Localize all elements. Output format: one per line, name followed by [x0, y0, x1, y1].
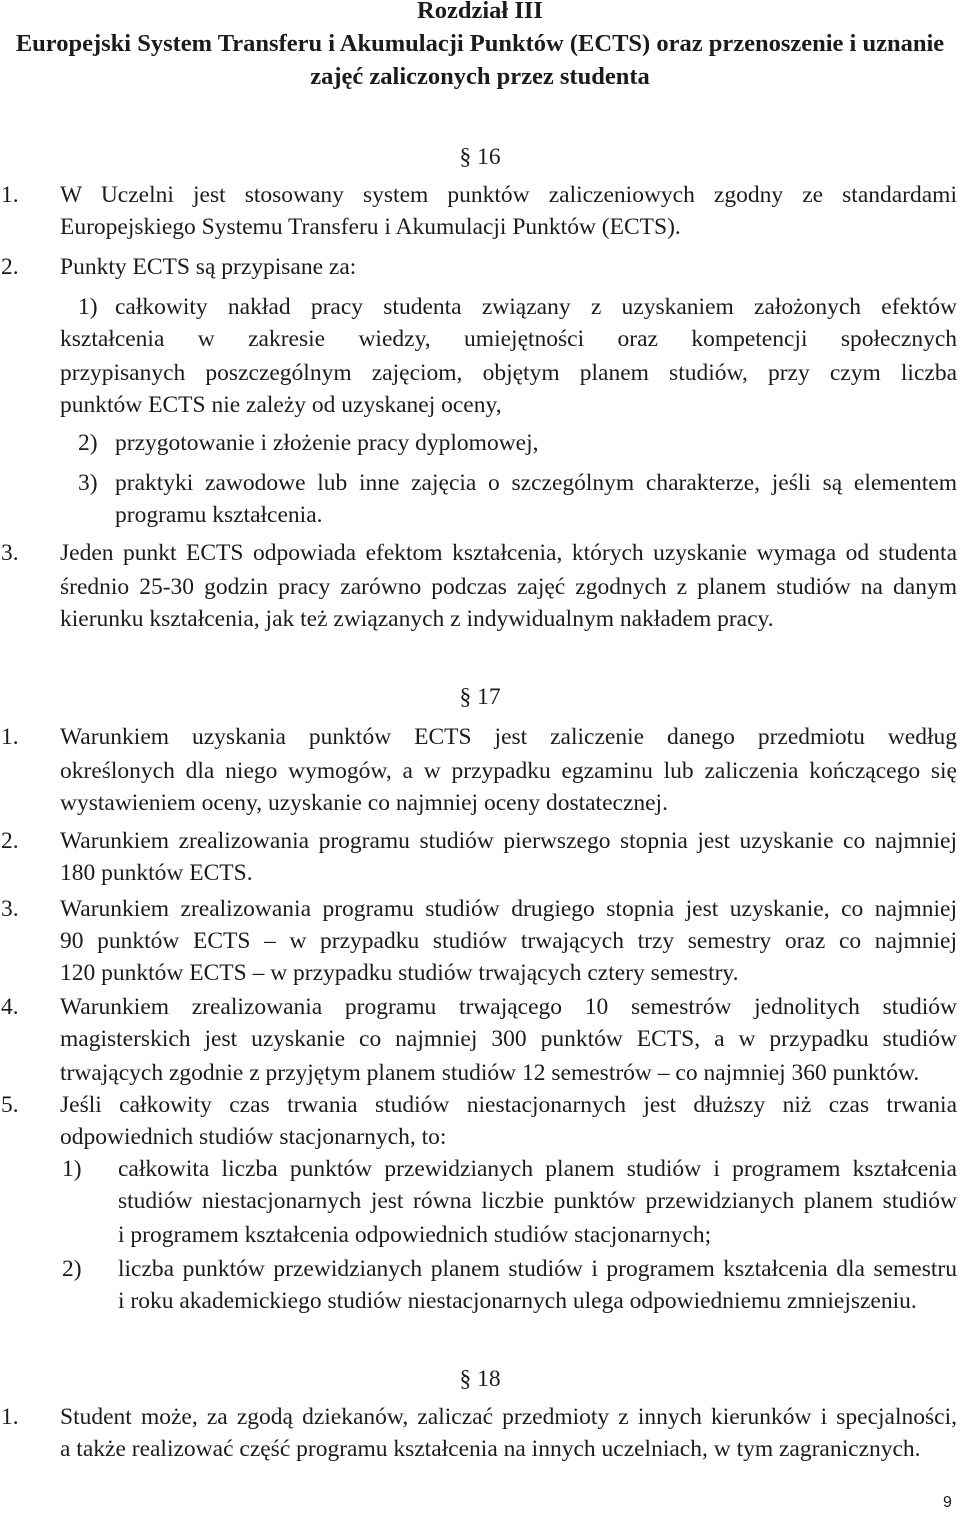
section-heading: § 16 — [459, 144, 501, 170]
point-number: 1) — [78, 294, 98, 320]
paragraph-line: Jeden punkt ECTS odpowiada efektom kształcenia, których uzyskanie wymaga od studenta — [60, 540, 957, 566]
paragraph-line: Jeśli całkowity czas trwania studiów niestacjonarnych jest dłuższy niż czas trwania — [60, 1092, 957, 1118]
page-number: 9 — [943, 1494, 952, 1511]
paragraph-line: Warunkiem uzyskania punktów ECTS jest zaliczenie danego przedmiotu według — [60, 724, 957, 750]
paragraph-number: 1. — [1, 724, 19, 750]
point-number: 2) — [78, 430, 98, 456]
point-line: całkowita liczba punktów przewidzianych planem studiów i programem kształcenia — [118, 1156, 957, 1182]
point-number: 2) — [62, 1256, 82, 1282]
point-line: programu kształcenia. — [115, 502, 323, 528]
point-line: i programem kształcenia odpowiednich studiów stacjonarnych; — [118, 1222, 712, 1248]
point-line: kształcenia w zakresie wiedzy, umiejętności oraz kompetencji społecznych — [60, 326, 957, 352]
paragraph-line: odpowiednich studiów stacjonarnych, to: — [60, 1124, 447, 1150]
paragraph-line: magisterskich jest uzyskanie co najmniej 300 punktów ECTS, a w przypadku studiów — [60, 1026, 957, 1052]
paragraph-number: 2. — [1, 254, 19, 280]
point-number: 1) — [62, 1156, 82, 1182]
point-line: liczba punktów przewidzianych planem studiów i programem kształcenia dla semestru — [118, 1256, 957, 1282]
paragraph-number: 3. — [1, 540, 19, 566]
point-line: punktów ECTS nie zależy od uzyskanej oceny, — [60, 392, 502, 418]
paragraph-number: 1. — [1, 1404, 19, 1430]
point-line: przygotowanie i złożenie pracy dyplomowej, — [115, 430, 539, 456]
point-line: studiów niestacjonarnych jest równa liczbie punktów przewidzianych planem studiów — [118, 1188, 957, 1214]
paragraph-number: 4. — [1, 994, 19, 1020]
paragraph-line: Warunkiem zrealizowania programu studiów pierwszego stopnia jest uzyskanie co najmniej — [60, 828, 957, 854]
paragraph-line: 120 punktów ECTS – w przypadku studiów trwających cztery semestry. — [60, 960, 739, 986]
point-line: całkowity nakład pracy studenta związany z uzyskaniem założonych efektów — [115, 294, 957, 320]
point-line: i roku akademickiego studiów niestacjonarnych ulega odpowiedniemu zmniejszeniu. — [118, 1288, 917, 1314]
paragraph-line: wystawieniem oceny, uzyskanie co najmniej oceny dostatecznej. — [60, 790, 668, 816]
paragraph-line: Europejskiego Systemu Transferu i Akumulacji Punktów (ECTS). — [60, 214, 681, 240]
chapter-title-line: zajęć zaliczonych przez studenta — [310, 63, 650, 90]
paragraph-line: kierunku kształcenia, jak też związanych z indywidualnym nakładem pracy. — [60, 606, 774, 632]
paragraph-line: trwających zgodnie z przyjętym planem studiów 12 semestrów – co najmniej 360 punktów. — [60, 1060, 920, 1086]
paragraph-number: 2. — [1, 828, 19, 854]
paragraph-line: 180 punktów ECTS. — [60, 860, 253, 886]
paragraph-number: 5. — [1, 1092, 19, 1118]
paragraph-number: 3. — [1, 896, 19, 922]
chapter-title-line: Europejski System Transferu i Akumulacji Punktów (ECTS) oraz przenoszenie i uznanie — [15, 30, 945, 57]
paragraph-number: 1. — [1, 182, 19, 208]
paragraph-line: Student może, za zgodą dziekanów, zaliczać przedmioty z innych kierunków i specjalności, — [60, 1404, 957, 1430]
section-heading: § 18 — [459, 1366, 501, 1392]
paragraph-line: 90 punktów ECTS – w przypadku studiów trwających trzy semestry oraz co najmniej — [60, 928, 957, 954]
chapter-label: Rozdział III — [417, 0, 543, 24]
section-heading: § 17 — [459, 684, 501, 710]
point-line: praktyki zawodowe lub inne zajęcia o szczególnym charakterze, jeśli są elementem — [115, 470, 957, 496]
point-number: 3) — [78, 470, 98, 496]
paragraph-line: średnio 25-30 godzin pracy zarówno podczas zajęć zgodnych z planem studiów na danym — [60, 574, 957, 600]
paragraph-line: Warunkiem zrealizowania programu trwającego 10 semestrów jednolitych studiów — [60, 994, 957, 1020]
paragraph-line: określonych dla niego wymogów, a w przypadku egzaminu lub zaliczenia kończącego się — [60, 758, 957, 784]
paragraph-line: W Uczelni jest stosowany system punktów zaliczeniowych zgodny ze standardami — [60, 182, 957, 208]
paragraph-line: a także realizować część programu kształcenia na innych uczelniach, w tym zagranicznych. — [60, 1436, 921, 1462]
paragraph-line: Warunkiem zrealizowania programu studiów drugiego stopnia jest uzyskanie, co najmniej — [60, 896, 957, 922]
point-line: przypisanych poszczególnym zajęciom, objętym planem studiów, przy czym liczba — [60, 360, 957, 386]
paragraph-line: Punkty ECTS są przypisane za: — [60, 254, 357, 280]
